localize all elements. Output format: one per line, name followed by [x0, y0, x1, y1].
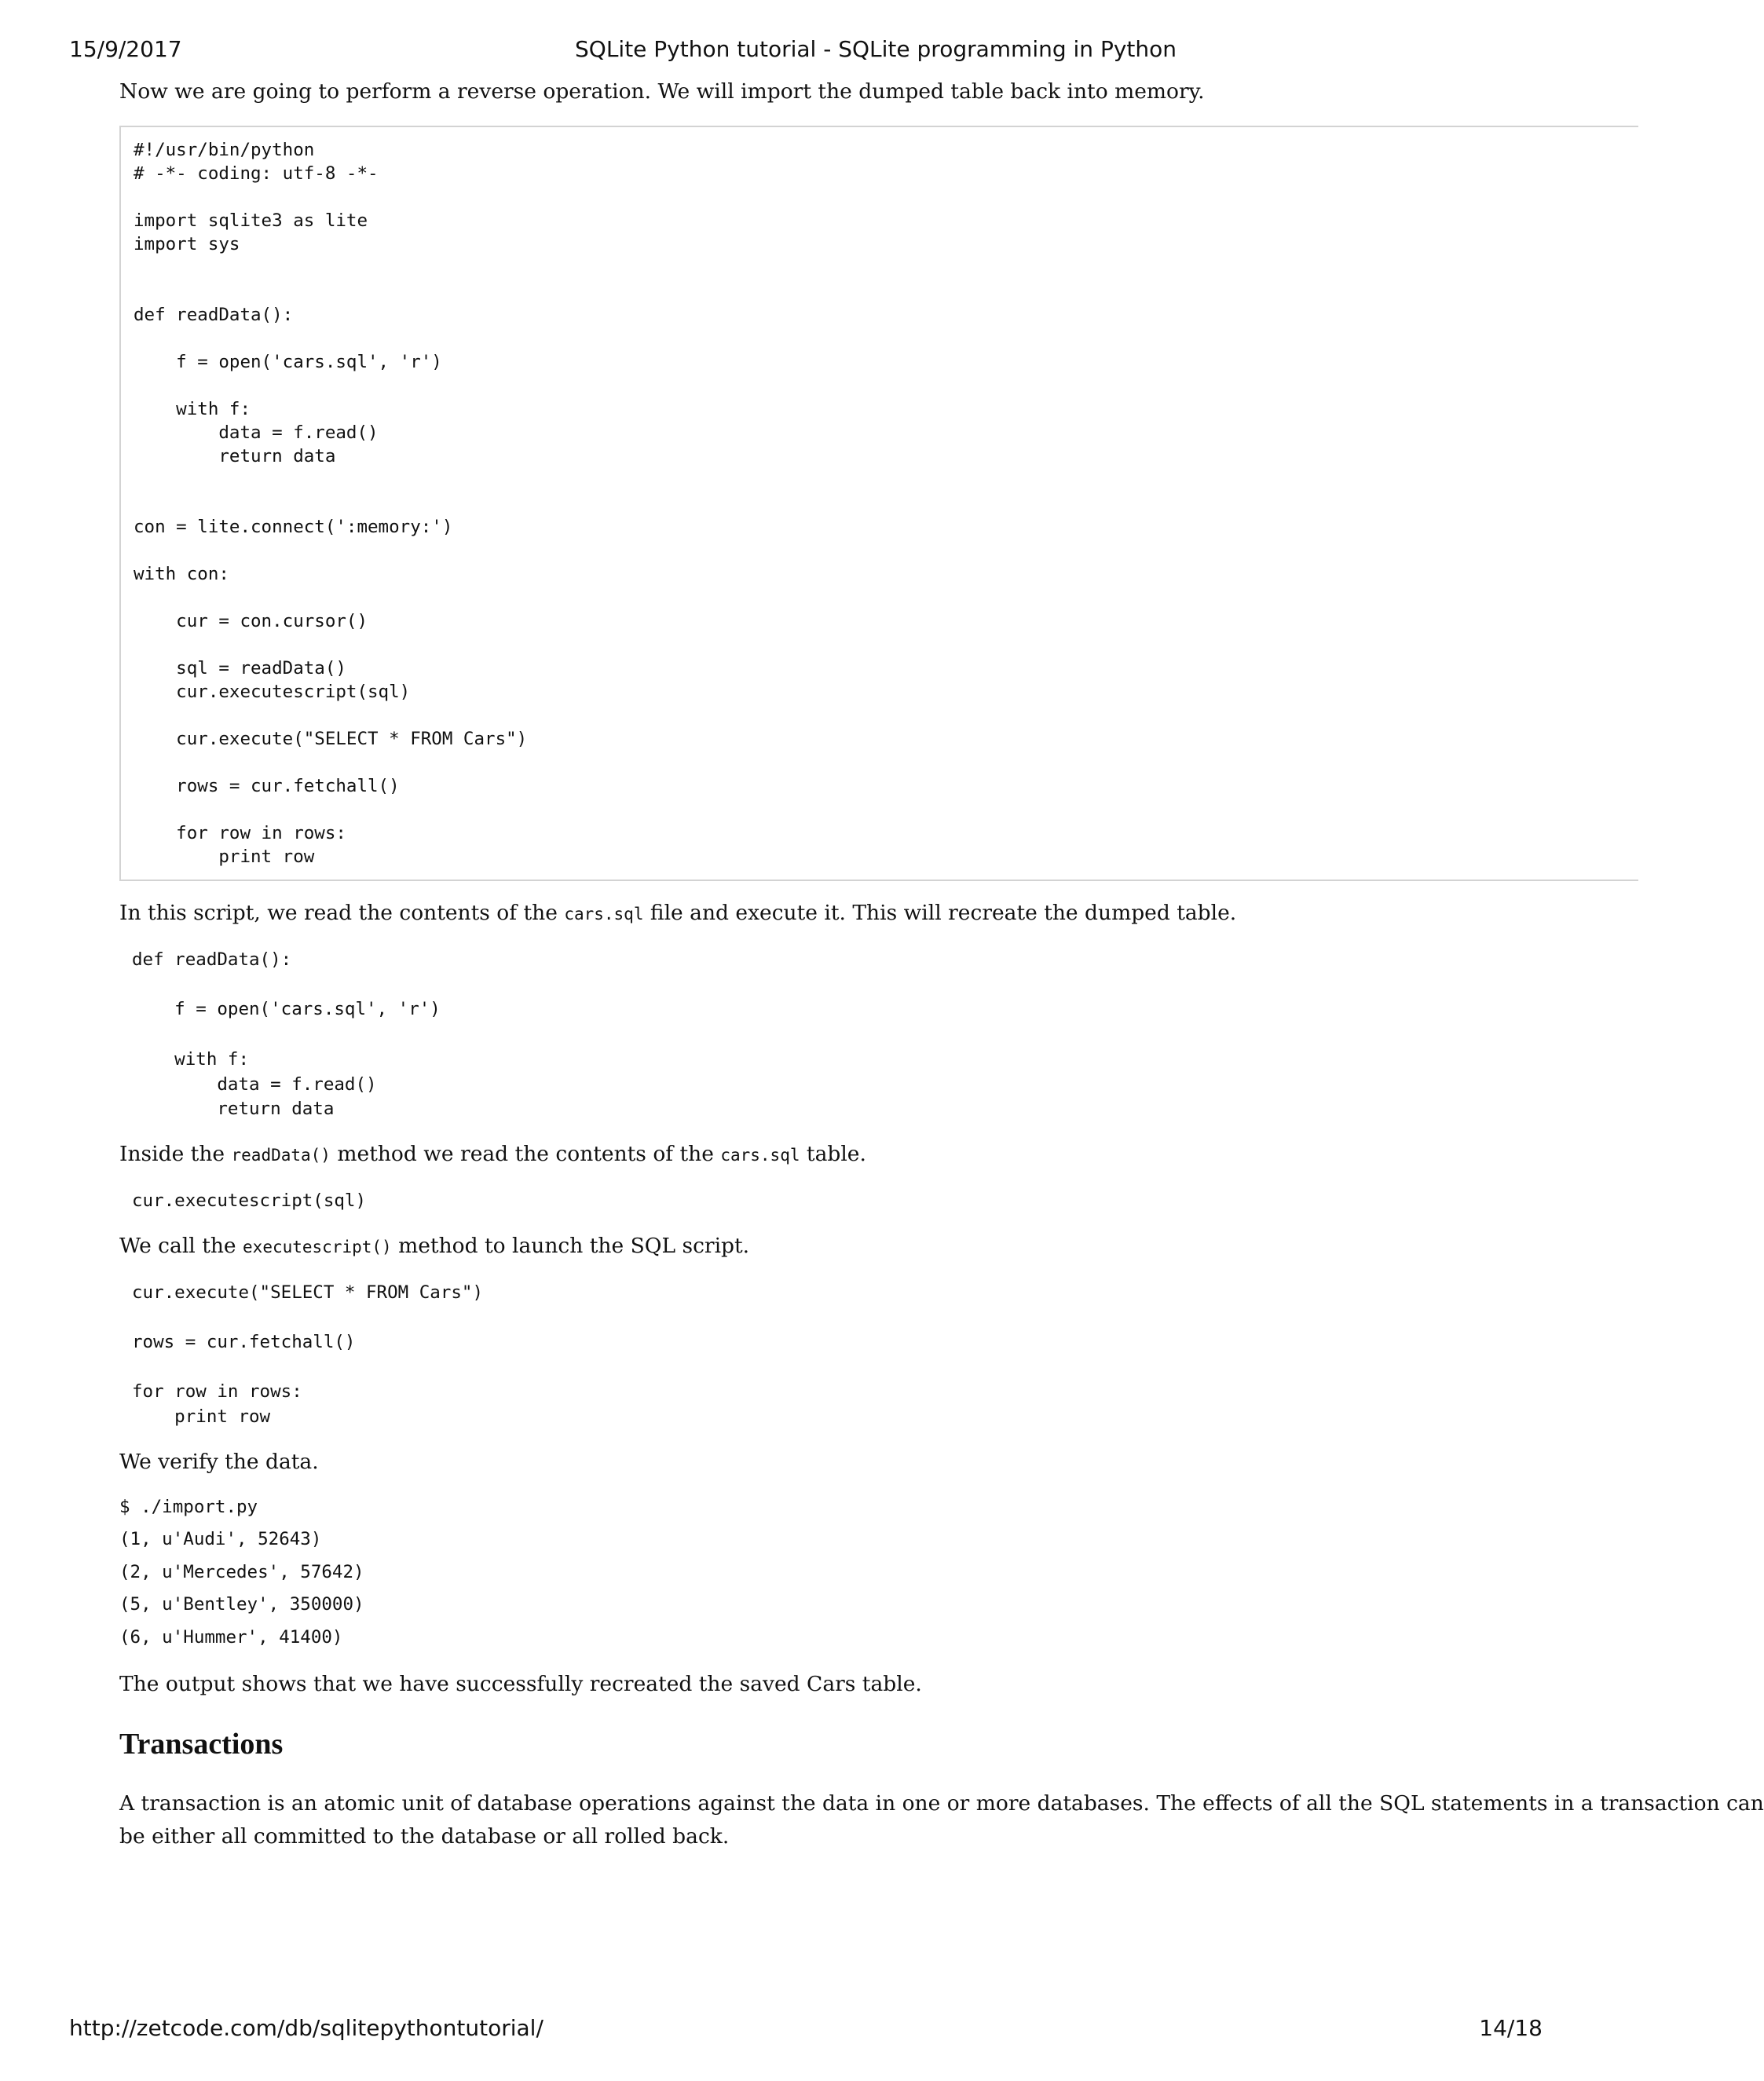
transactions-heading: Transactions — [119, 1728, 284, 1761]
print-url: http://zetcode.com/db/sqlitepythontutorial/ — [69, 2015, 543, 2041]
script-explanation-after: file and execute it. This will recreate the dumped table. — [643, 901, 1237, 925]
print-date: 15/9/2017 — [69, 36, 182, 62]
script-explanation — [119, 897, 1536, 931]
cars-sql-inline-code: cars.sql — [564, 905, 644, 923]
transactions-paragraph-line-1: A transaction is an atomic unit of database operations against the data in one or more databases. The effects of all the SQL statements in a transaction can — [119, 1791, 1764, 1816]
readdata-snippet: def readData(): f = open('cars.sql', 'r') with f: data = f.read() return data — [132, 949, 441, 1120]
cars-sql-inline-code-2: cars.sql — [720, 1145, 800, 1165]
output-line: (1, u'Audi', 52643) — [119, 1529, 322, 1550]
script-explanation-before: In this script, we read the contents of the — [119, 901, 565, 925]
executescript-explanation-before: We call the — [119, 1233, 243, 1258]
article-content — [119, 75, 1764, 1976]
readdata-inline-code: readData() — [231, 1145, 331, 1165]
verify-paragraph: We verify the data. — [119, 1449, 319, 1474]
executescript-inline-code: executescript() — [243, 1237, 392, 1256]
readdata-explanation-after: table. — [800, 1141, 866, 1166]
program-output — [119, 1491, 1536, 1655]
select-snippet: cur.execute("SELECT * FROM Cars") rows = cur.fetchall() for row in rows: print row — [132, 1282, 484, 1428]
output-line: $ ./import.py — [119, 1496, 258, 1517]
output-line: (6, u'Hummer', 41400) — [119, 1626, 343, 1648]
transactions-paragraph-line-2: be either all committed to the database or all rolled back. — [119, 1824, 730, 1849]
readdata-explanation — [119, 1138, 1536, 1172]
executescript-explanation-after: method to launch the SQL script. — [391, 1233, 750, 1258]
page-number: 14/18 — [1479, 2015, 1543, 2041]
readdata-explanation-before: Inside the — [119, 1141, 232, 1166]
executescript-explanation — [119, 1230, 1536, 1264]
result-paragraph: The output shows that we have successfully recreated the saved Cars table. — [119, 1672, 922, 1697]
intro-paragraph: Now we are going to perform a reverse operation. We will import the dumped table back into memory. — [119, 79, 1205, 104]
executescript-snippet: cur.executescript(sql) — [132, 1190, 367, 1211]
readdata-explanation-middle: method we read the contents of the — [330, 1141, 721, 1166]
output-line: (2, u'Mercedes', 57642) — [119, 1561, 364, 1582]
output-line: (5, u'Bentley', 350000) — [119, 1594, 364, 1615]
import-script-listing: #!/usr/bin/python # -*- coding: utf-8 -*- import sqlite3 as lite import sys def readData(): f = open('cars.sql', 'r') with f: data = f.read() return data con = lite.connect(':memory:') with con: cur = con.cursor() sql = readData() cur.executescript(sql) cur.execute("SELECT * FROM Cars") rows = cur.fetchall() for row in rows: print row — [119, 126, 1638, 881]
print-title: SQLite Python tutorial - SQLite programming in Python — [575, 36, 1177, 62]
